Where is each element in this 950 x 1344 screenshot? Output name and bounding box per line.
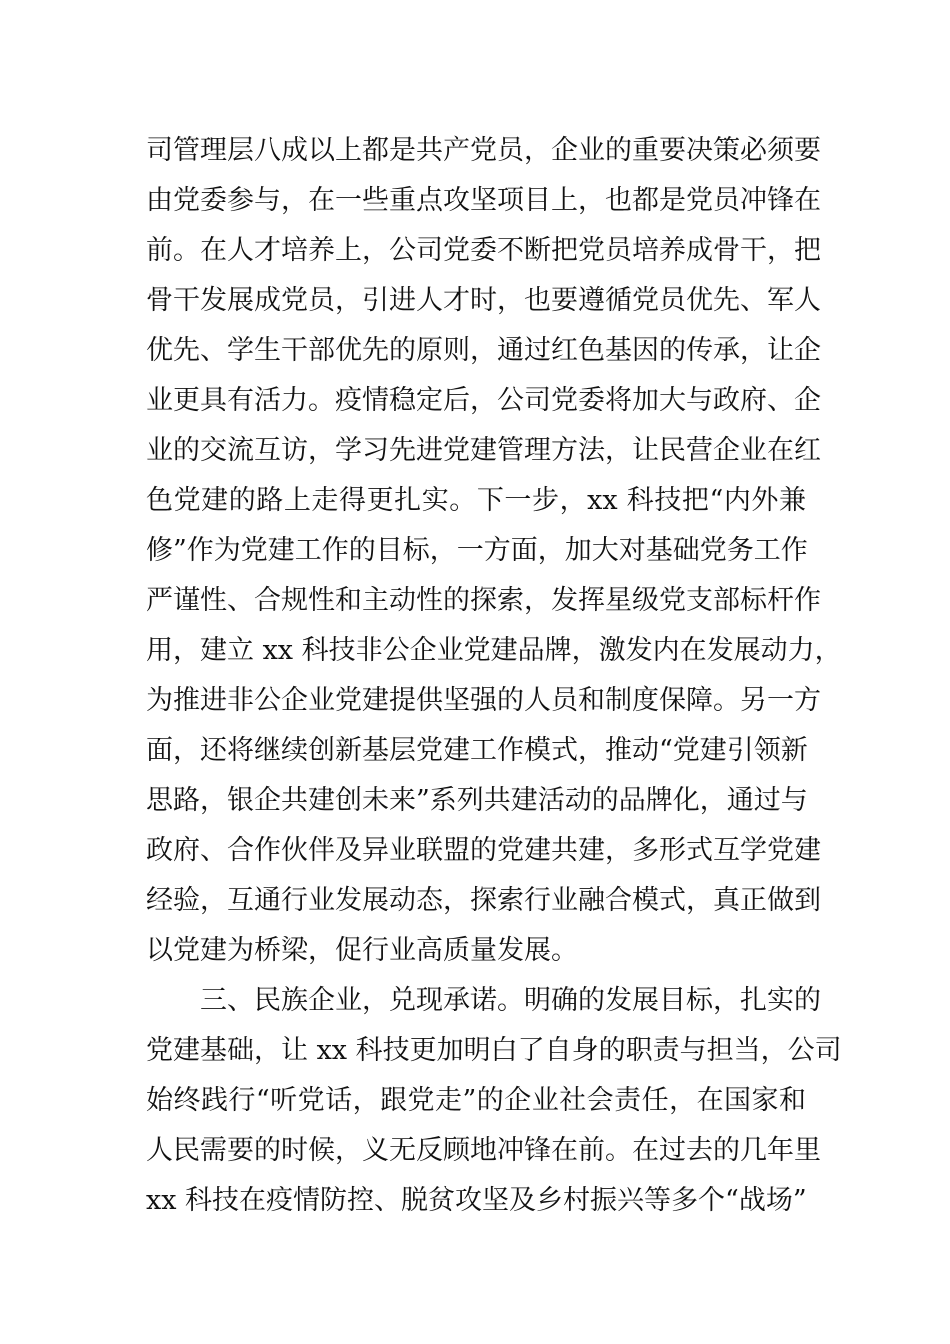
text-line: 面，还将继续创新基层党建工作模式，推动“党建引领新	[146, 735, 808, 766]
text-line: 优先、学生干部优先的原则，通过红色基因的传承，让企	[146, 335, 821, 366]
text-line: 色党建的路上走得更扎实。下一步，xx 科技把“内外兼	[146, 485, 806, 516]
text-line: 思路，银企共建创未来”系列共建活动的品牌化，通过与	[146, 785, 808, 816]
text-line: 为推进非公企业党建提供坚强的人员和制度保障。另一方	[146, 685, 821, 716]
text-line: 党建基础，让 xx 科技更加明白了自身的职责与担当，公司	[146, 1035, 842, 1066]
text-line: 骨干发展成党员，引进人才时，也要遵循党员优先、军人	[146, 285, 821, 316]
paragraph-end-line: 以党建为桥梁，促行业高质量发展。	[146, 935, 578, 966]
text-line: 前。在人才培养上，公司党委不断把党员培养成骨干，把	[146, 235, 821, 266]
text-line: 经验，互通行业发展动态，探索行业融合模式，真正做到	[146, 885, 821, 916]
text-line: 由党委参与，在一些重点攻坚项目上，也都是党员冲锋在	[146, 185, 821, 216]
text-line: 业更具有活力。疫情稳定后，公司党委将加大与政府、企	[146, 385, 821, 416]
text-line: 严谨性、合规性和主动性的探索，发挥星级党支部标杆作	[146, 585, 821, 616]
text-line: 始终践行“听党话，跟党走”的企业社会责任，在国家和	[146, 1085, 806, 1116]
text-line: 政府、合作伙伴及异业联盟的党建共建，多形式互学党建	[146, 835, 821, 866]
text-line: 用，建立 xx 科技非公企业党建品牌，激发内在发展动力，	[146, 635, 842, 666]
paragraph-first-line: 三、民族企业，兑现承诺。明确的发展目标，扎实的	[200, 985, 821, 1016]
text-line: xx 科技在疫情防控、脱贫攻坚及乡村振兴等多个“战场”	[146, 1185, 807, 1216]
text-line: 业的交流互访，学习先进党建管理方法，让民营企业在红	[146, 435, 821, 466]
text-line: 修”作为党建工作的目标，一方面，加大对基础党务工作	[146, 535, 808, 566]
body-text	[146, 126, 842, 1226]
text-line: 人民需要的时候，义无反顾地冲锋在前。在过去的几年里	[146, 1135, 821, 1166]
text-line: 司管理层八成以上都是共产党员，企业的重要决策必须要	[146, 135, 821, 166]
